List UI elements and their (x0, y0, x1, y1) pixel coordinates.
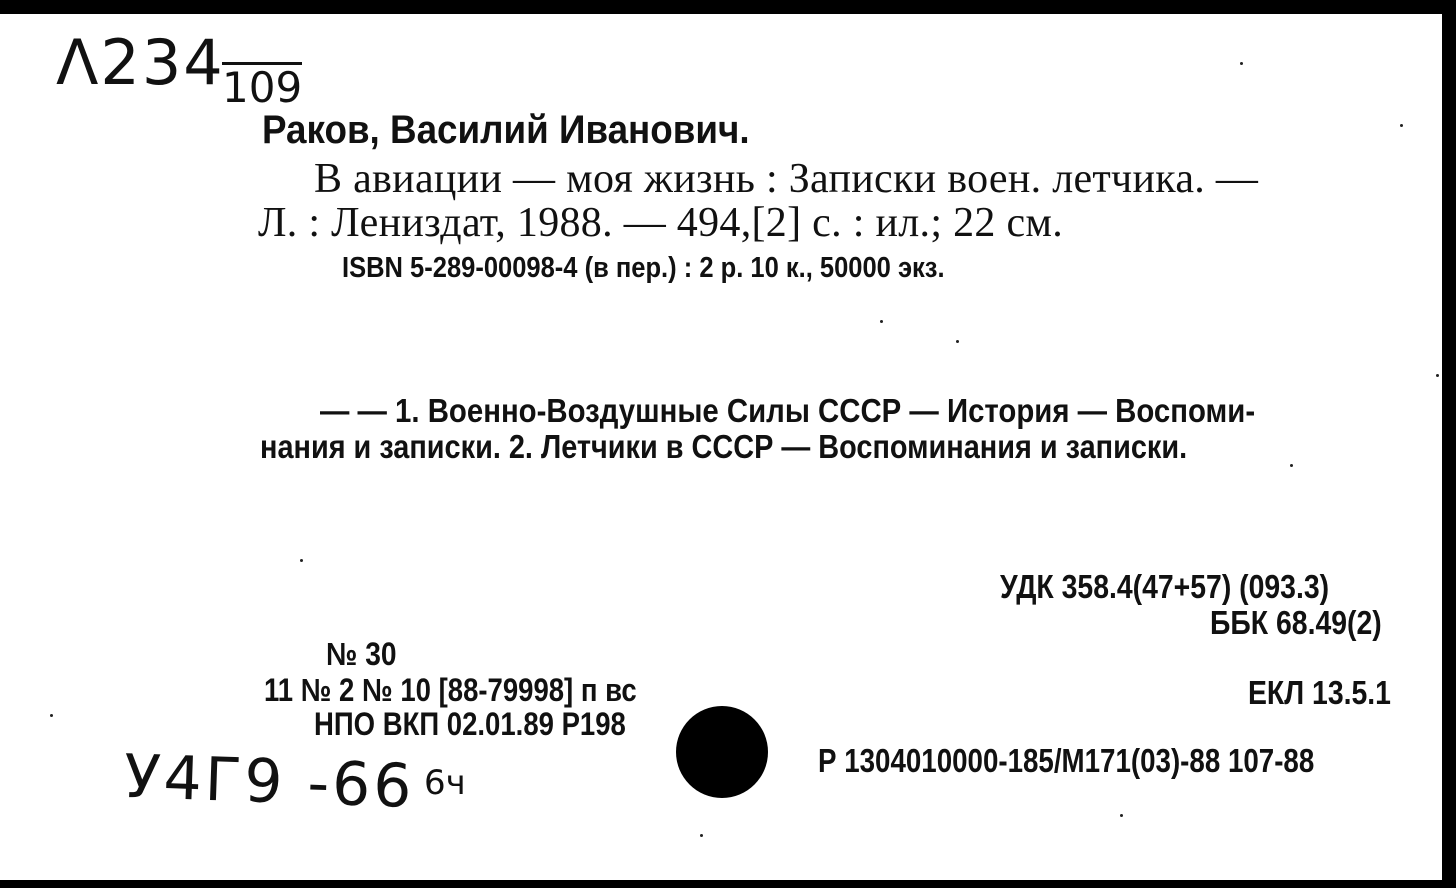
print-info-line-3: НПО ВКП 02.01.89 Р198 (314, 706, 626, 742)
handwritten-bottom-code: У4Г9 -66 (122, 741, 416, 823)
p-code: Р 1304010000-185/М171(03)-88 107-88 (818, 742, 1315, 779)
isbn-line: ISBN 5-289-00098-4 (в пер.) : 2 р. 10 к., 50000 экз. (342, 252, 945, 284)
scan-speck (700, 834, 703, 837)
subjects-line-2: нания и записки. 2. Летчики в СССР — Воспоминания и записки. (260, 428, 1188, 465)
ekl-code: ЕКЛ 13.5.1 (1248, 674, 1391, 711)
bbk-code: ББК 68.49(2) (1210, 604, 1382, 641)
handwritten-shelf-sub: 109 (222, 63, 303, 112)
handwritten-shelf-code: Λ234 (56, 26, 225, 99)
subjects-line-1: — — 1. Военно-Воздушные Силы СССР — История — Воспоми- (320, 392, 1256, 429)
handwritten-bottom-sup: 6ч (424, 763, 466, 803)
scan-speck (880, 320, 883, 323)
scan-speck (1290, 464, 1293, 467)
punch-hole (676, 706, 768, 798)
scan-border-right (1442, 0, 1456, 888)
scan-speck (956, 340, 959, 343)
scan-speck (1240, 62, 1243, 65)
scan-speck (300, 559, 303, 562)
udk-code: УДК 358.4(47+57) (093.3) (1000, 568, 1330, 605)
title-line-1: В авиации — моя жизнь : Записки воен. летчика. — (314, 156, 1259, 202)
print-info-line-2: 11 № 2 № 10 [88-79998] п вс (264, 672, 637, 708)
scan-border-bottom (0, 880, 1456, 888)
author-heading: Раков, Василий Иванович. (262, 108, 750, 152)
title-line-2: Л. : Лениздат, 1988. — 494,[2] с. : ил.; 22 см. (258, 200, 1064, 246)
scan-speck (1400, 124, 1403, 127)
scan-speck (1120, 814, 1123, 817)
scan-speck (50, 714, 53, 717)
print-number: № 30 (326, 636, 397, 672)
scan-speck (1436, 374, 1439, 377)
catalog-card (0, 14, 1442, 880)
